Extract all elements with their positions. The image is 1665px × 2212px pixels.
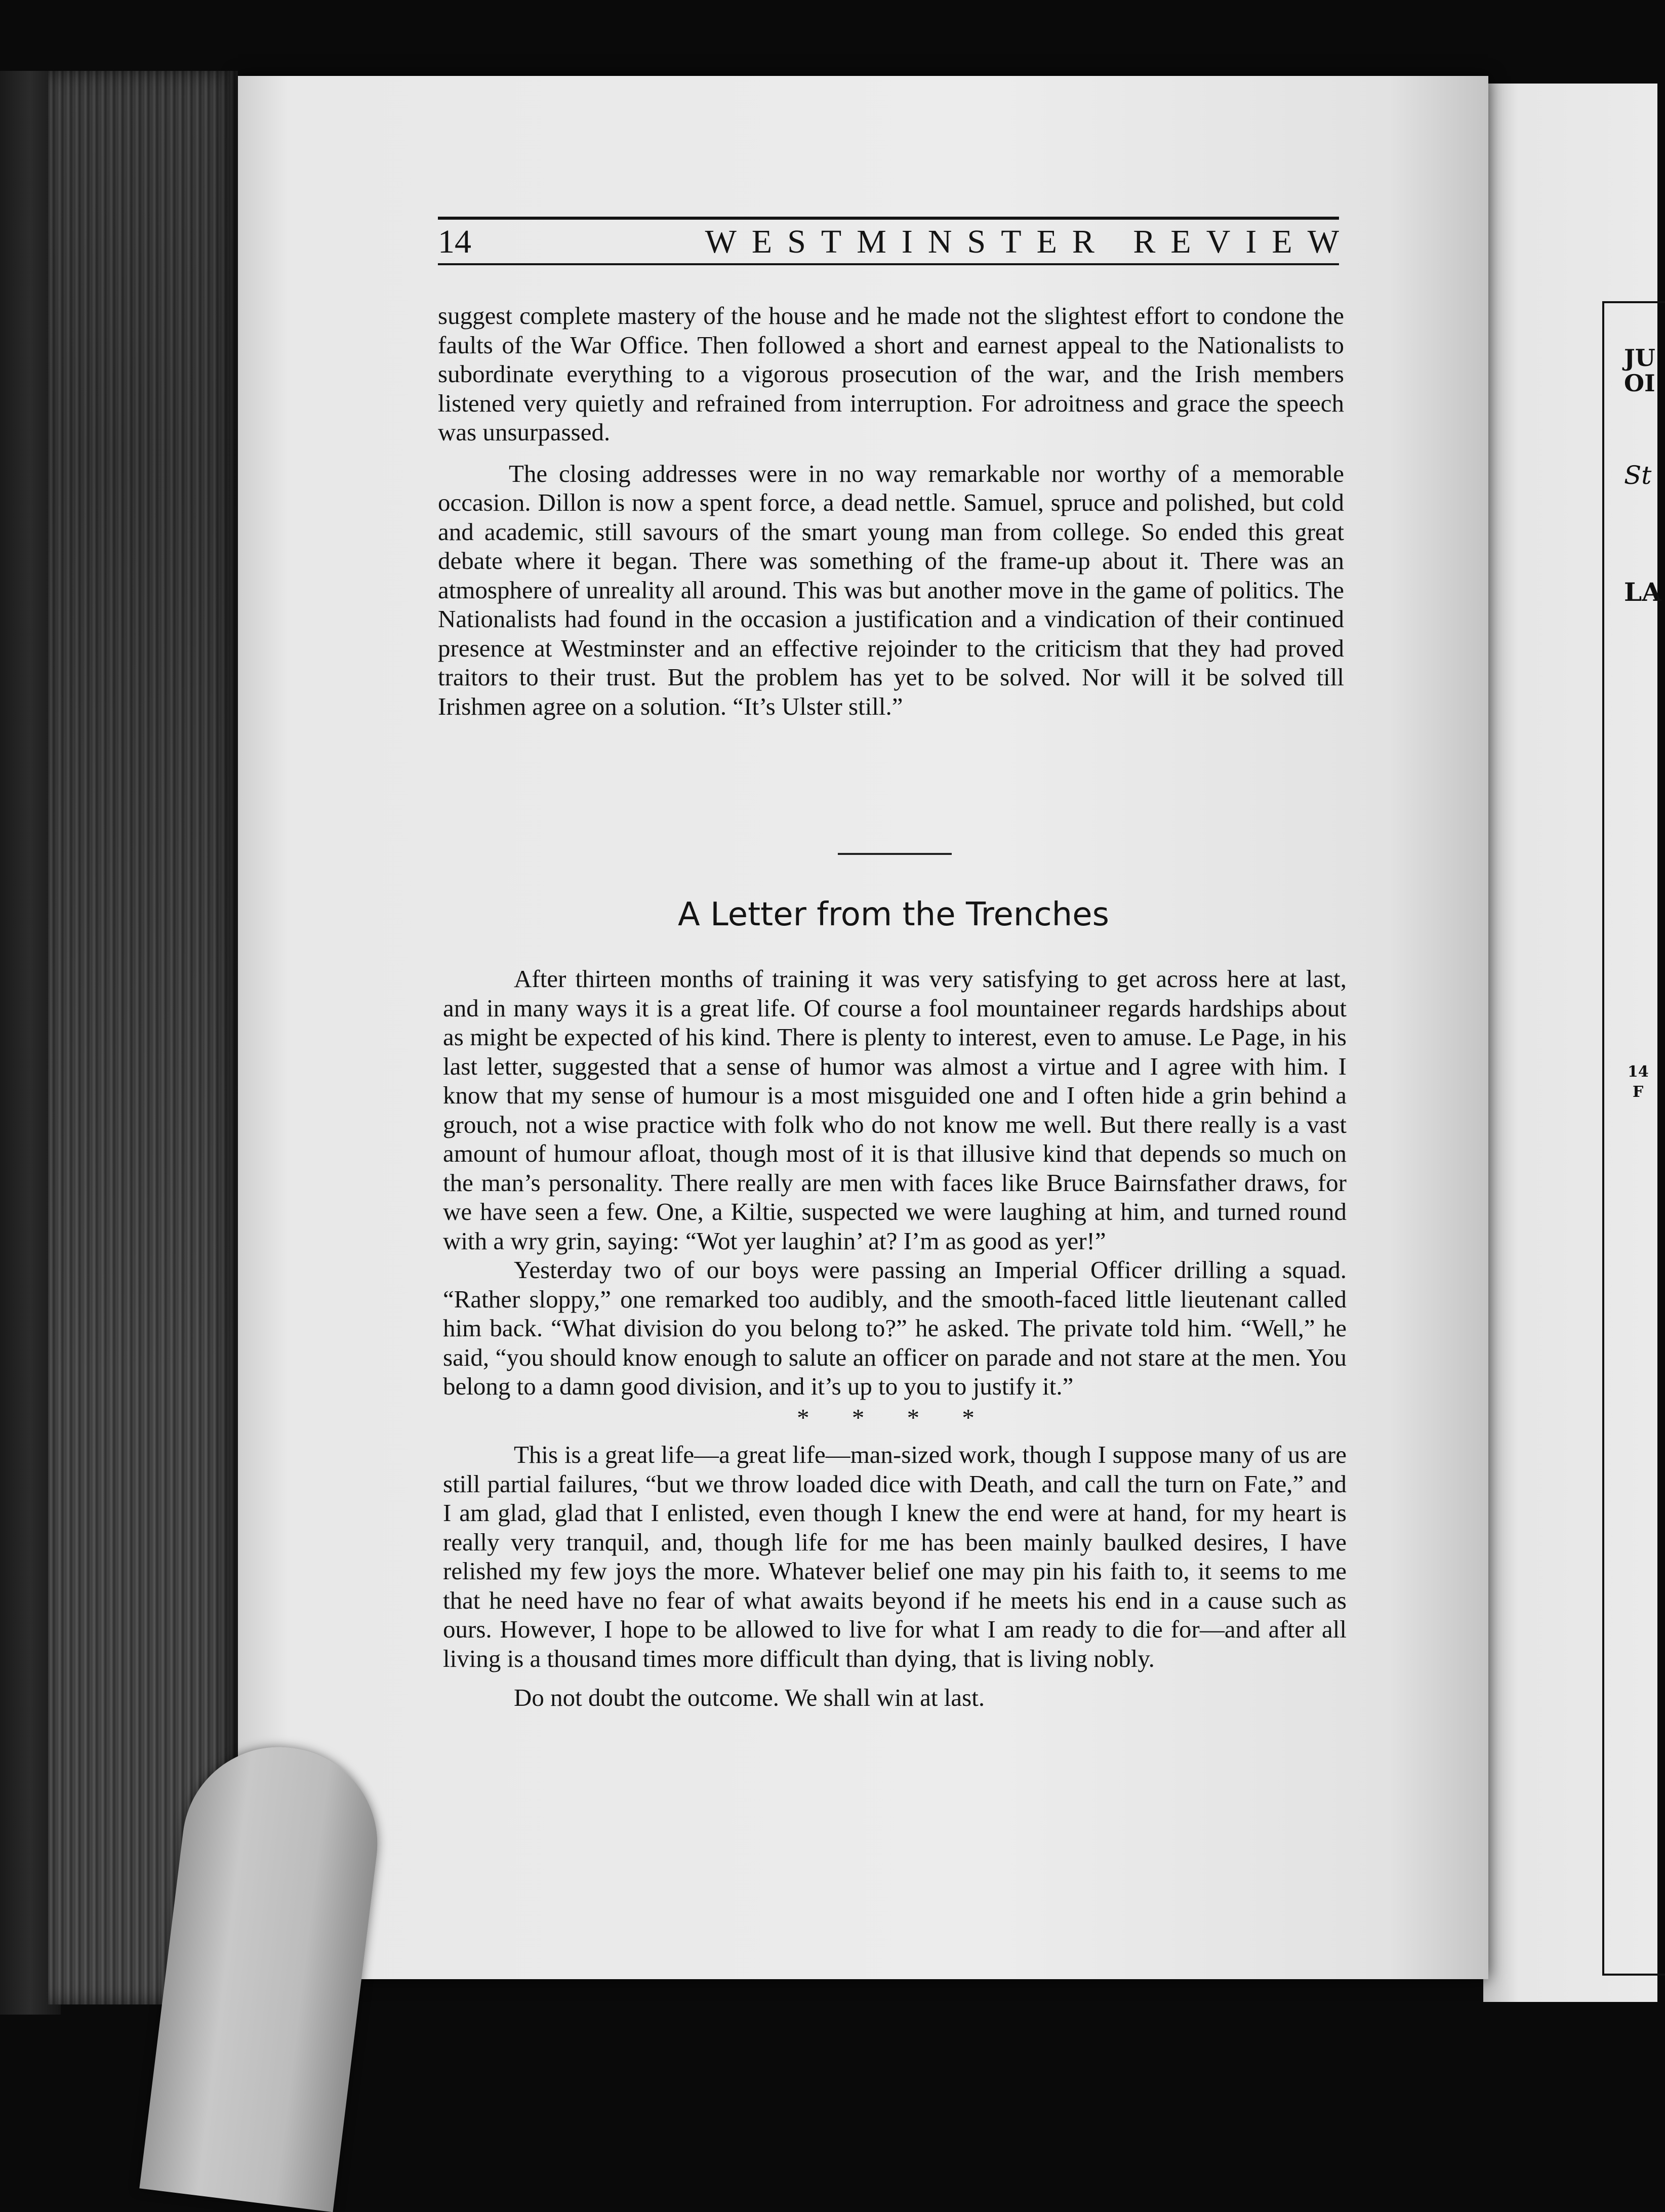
page-number: 14 (438, 223, 471, 260)
adjacent-page-fragment: F (1633, 1083, 1644, 1101)
previous-article-text (438, 301, 1344, 721)
adjacent-page-fragment: 14 (1628, 1063, 1649, 1081)
journal-title: WESTMINSTER REVIEW (705, 223, 1354, 260)
paragraph: Do not doubt the outcome. We shall win at last. (514, 1684, 985, 1711)
adjacent-page-fragment: St (1624, 461, 1652, 490)
running-head (438, 223, 1354, 261)
adjacent-page-fragment: OI (1624, 370, 1655, 397)
article-title: A Letter from the Trenches (678, 896, 1109, 933)
adjacent-page-fragment: LA (1624, 577, 1661, 607)
paragraph: The closing addresses were in no way remarkable nor worthy of a memorable occasion. Dillon is now a spent force, a dead nettle. Samuel, spruce and polished, but cold and academic, still savours of the smart young man from college. So ended this great debate where it began. There was something of the frame-up about it. There was an atmosphere of unreality all around. This was but another move in the game of politics. The Nationalists had found in the occasion a justification and a vindication of their continued presence at Westminster and an effective rejoinder to the criticism that they had proved traitors to their trust. But the problem has yet to be solved. Nor will it be solved till Irishmen agree on a solution. “It’s Ulster still.” (438, 459, 1344, 720)
adjacent-page (1483, 84, 1661, 2002)
page-edges (48, 71, 238, 2004)
adjacent-page-fragment: JU (1624, 344, 1655, 372)
paragraph: This is a great life—a great life—man-sized work, though I suppose many of us are still partial failures, “but we throw loaded dice with Death, and call the turn on Fate,” and I am glad, glad that I enlisted, even though I knew the end were at hand, for my heart is really very tranquil, and, though life for me has been mainly baulked desires, I have relished my few joys the more. Whatever belief one may pin his faith to, it seems to me that he need have no fear of what awaits beyond if he meets his end in a cause such as ours. However, I hope to be allowed to live for what I am ready to die for—and after all living is a thousand times more difficult than dying, that is living nobly. (443, 1441, 1347, 1672)
section-separator: * * * * (797, 1403, 993, 1431)
paragraph: After thirteen months of training it was very satisfying to get across here at last, and in many ways it is a great life. Of course a fool mountaineer regards hardships about as might be expected of his kind. There is plenty to interest, even to amuse. Le Page, in his last letter, suggested that a sense of humor was almost a virtue and I agree with him. I know that my sense of humour is a most misguided one and I often hide a grin behind a grouch, not a wise practice with folk who do not know me well. But there really is a vast amount of humour afloat, though most of it is that illusive kind that depends so much on the man’s personality. There really are men with faces like Bruce Bairnsfather draws, for we have seen a few. One, a Kiltie, suspected we were laughing at him, and turned round with a wry grin, saying: “Wot yer laughin’ at? I’m as good as yer!” (443, 965, 1347, 1255)
adjacent-page-frame (1602, 301, 1665, 1976)
section-divider (838, 853, 952, 855)
paragraph: suggest complete mastery of the house and he made not the slightest effort to condone the faults of the War Office. Then followed a short and earnest appeal to the Nationalists to subordinate everything to a vigorous prosecution of the war, and the Irish members listened very quietly and refrained from interruption. For adroitness and grace the speech was unsurpassed. (438, 302, 1344, 446)
article-body (443, 964, 1347, 1712)
header-rule (438, 263, 1339, 265)
paragraph: Yesterday two of our boys were passing an Imperial Officer drilling a squad. “Rather sloppy,” one remarked too audibly, and the smooth-faced little lieutenant called him back. “What division do you belong to?” he asked. The private told him. “Well,” he said, “you should know enough to salute an officer on parade and not stare at the men. You belong to a damn good division, and it’s up to you to justify it.” (443, 1256, 1347, 1400)
header-rule (438, 217, 1339, 220)
book-page (238, 76, 1488, 1979)
